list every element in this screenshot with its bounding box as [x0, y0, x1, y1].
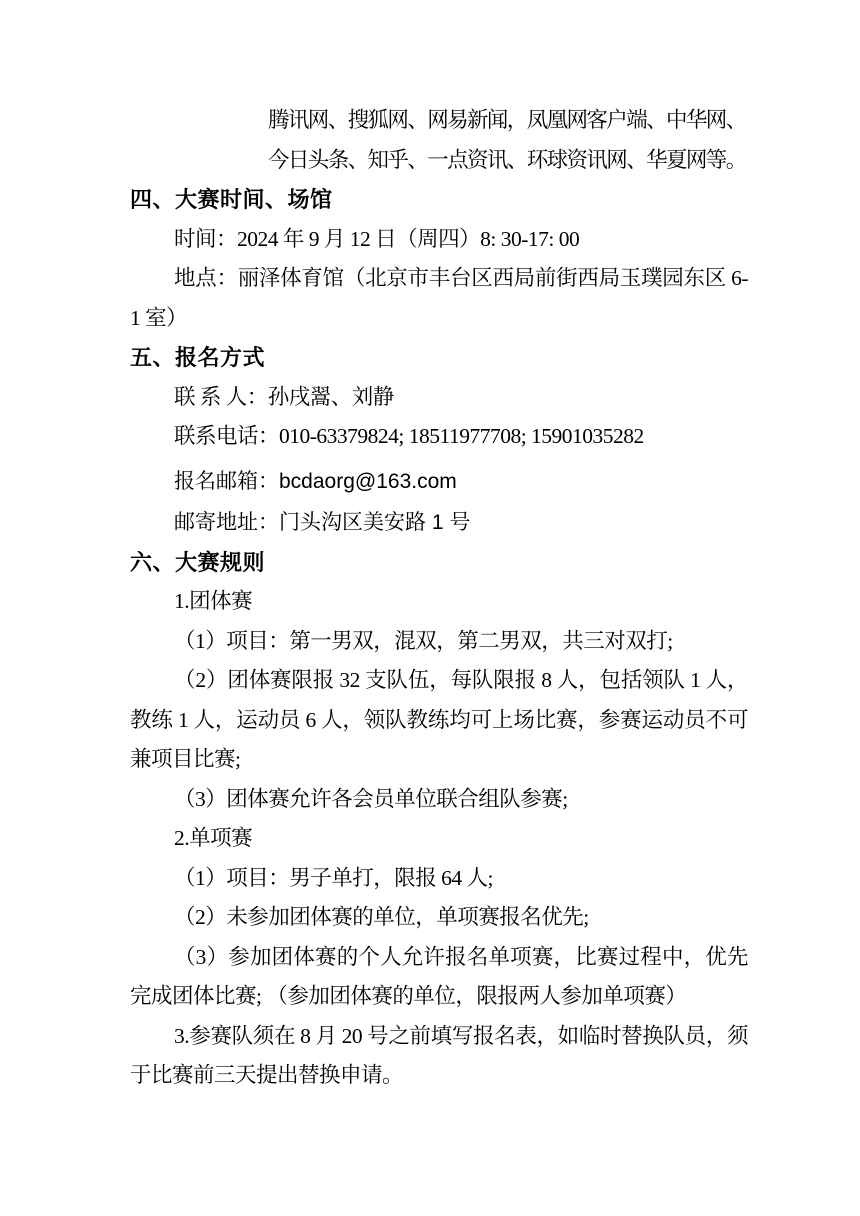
rule-singles-item-2: （2）未参加团体赛的单位，单项赛报名优先;: [174, 905, 589, 929]
rule-team-item-1: （1）项目：第一男双，混双，第二男双，共三对双打;: [174, 628, 673, 653]
rule-singles-title: 2.单项赛: [174, 826, 253, 850]
rule-singles-item-1: （1）项目：男子单打，限报 64 人;: [174, 865, 493, 890]
document-content: [130, 101, 748, 1096]
rule-singles-item-3: （3）参加团体赛的个人允许报名单项赛，比赛过程中，优先完成团体比赛; （参加团体赛的单位，限报两人参加单项赛）: [130, 944, 748, 1008]
mailing-address-line: 邮寄地址：门头沟区美安路 1 号: [174, 511, 471, 534]
time-line: 时间：2024 年 9 月 12 日（周四）8: 30-17: 00: [174, 226, 580, 251]
registration-email-line: 报名邮箱：bcdaorg@163.com: [174, 469, 457, 493]
media-list-line-1: 腾讯网、搜狐网、网易新闻，凤凰网客户端、中华网、: [268, 108, 746, 132]
rule-team-title: 1.团体赛: [174, 589, 253, 613]
venue-line: 地点：丽泽体育馆（北京市丰台区西局前街西局玉璞园东区 6-1 室）: [130, 266, 748, 330]
section-heading-time-venue: 四、大赛时间、场馆: [130, 187, 333, 212]
rule-team-item-3: （3）团体赛允许各会员单位联合组队参赛;: [174, 786, 568, 811]
contact-name-line: 联 系 人：孙戌翯、刘静: [174, 384, 394, 409]
section-heading-registration: 五、报名方式: [130, 345, 266, 370]
section-heading-rules: 六、大赛规则: [130, 549, 266, 575]
contact-phone-line: 联系电话：010-63379824; 18511977708; 15901035282: [174, 424, 644, 448]
rule-deadline-item: 3.参赛队须在 8 月 20 号之前填写报名表，如临时替换队员，须于比赛前三天提出替换申请。: [130, 1023, 748, 1087]
media-list-line-2: 今日头条、知乎、一点资讯、环球资讯网、华夏网等。: [268, 147, 746, 172]
rule-team-item-2: （2）团体赛限报 32 支队伍，每队限报 8 人，包括领队 1 人，教练 1 人，运动员 6 人，领队教练均可上场比赛，参赛运动员不可兼项目比赛;: [130, 668, 748, 771]
